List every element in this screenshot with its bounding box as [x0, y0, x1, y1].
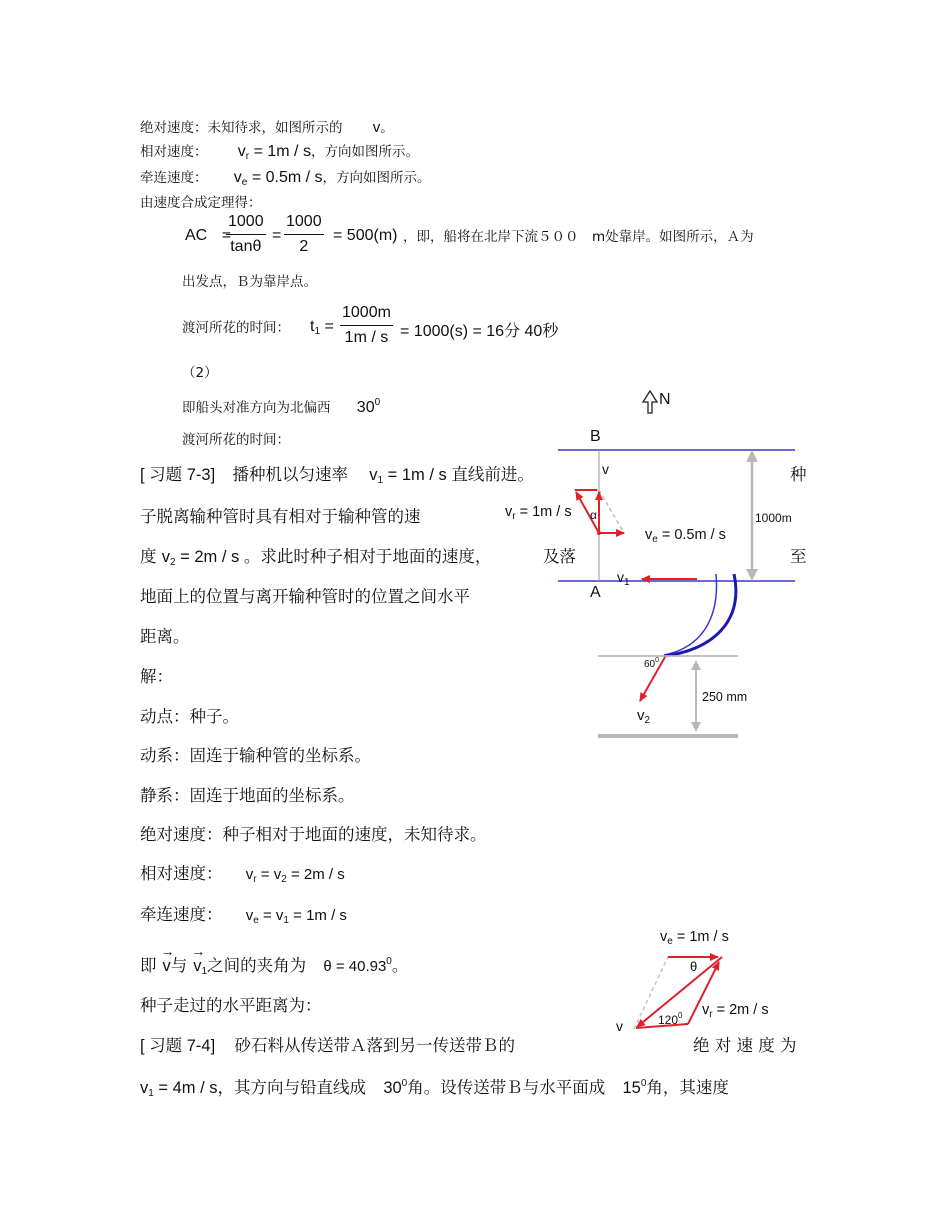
denominator: 2 — [299, 238, 309, 255]
numerator: 1000 — [284, 213, 324, 235]
problem-number: [ 习题 7-4] — [140, 1037, 216, 1055]
problem-7-3-line5: 距离。 — [140, 627, 190, 646]
value: = 1m / s 直线前进。 — [387, 466, 534, 484]
period: 。 — [380, 120, 394, 136]
v-label-fig3: v — [616, 1018, 623, 1034]
angle-30: $30^0$ — [383, 1078, 408, 1097]
value: = 2m / s 。求此时种子相对于地面的速度， — [180, 548, 492, 566]
end: 。 — [391, 956, 409, 975]
denominator: 1m / s — [344, 329, 389, 346]
height-arrow-top — [691, 660, 701, 670]
mid: 与 — [170, 956, 188, 975]
value: = 40.93 — [335, 958, 387, 975]
point-a-label: A — [590, 584, 601, 601]
problem-7-3-jiluo: 及落 — [543, 547, 576, 566]
numerator: 1000m — [340, 304, 393, 326]
angle-15: $15^0$ — [622, 1078, 647, 1097]
pre: 即 — [140, 956, 157, 975]
solution-label: 解： — [140, 667, 173, 686]
formula: $v_e = v_1 = 1m / s$ — [245, 907, 347, 926]
point-b-label: B — [590, 428, 601, 445]
moving-frame: 动系：固连于输种管的坐标系。 — [140, 746, 371, 765]
ve-label: $v_e = 0.5m / s$ — [645, 527, 726, 545]
problem-7-3-line4: 地面上的位置与离开输种管时的位置之间水平 — [140, 587, 470, 606]
text: 度 — [140, 547, 157, 566]
text2: 角，其速度 — [646, 1078, 729, 1097]
v-label: v — [602, 461, 609, 477]
text-start-point: 出发点，Ｂ为靠岸点。 — [182, 274, 317, 290]
eq: = v — [260, 866, 282, 883]
denominator: tanθ — [230, 238, 262, 255]
equals: = — [221, 227, 232, 244]
v: v — [637, 707, 645, 724]
label: 绝对速度：未知待求，如图所示的 — [140, 120, 343, 136]
ac: AC — [185, 227, 208, 244]
formula-v1: $v_1 = 4m / s$，其方向与铅直线成 — [140, 1079, 367, 1099]
eq2: = 2m / s — [290, 866, 345, 883]
ve-label-fig3: $v_e = 1m / s$ — [660, 929, 729, 947]
parallelogram-dashed-2 — [599, 490, 624, 533]
symbol-v: v — [372, 119, 381, 136]
moving-point: 动点：种子。 — [140, 707, 239, 726]
value: = 0.5m / s — [661, 527, 726, 543]
value: 60 — [644, 659, 656, 670]
horizontal-distance: 种子走过的水平距离为： — [140, 996, 322, 1015]
fixed-frame: 静系：固连于地面的坐标系。 — [140, 786, 355, 805]
numerator: 1000 — [226, 213, 266, 235]
degree: 0 — [374, 397, 381, 408]
origin-dot — [597, 531, 601, 535]
value: = 1m / s — [519, 504, 572, 520]
text: 角。设传送带Ｂ与水平面成 — [407, 1078, 606, 1097]
text-time-label: 渡河所花的时间： — [182, 320, 290, 336]
absolute-velocity: 绝对速度：种子相对于地面的速度，未知待求。 — [140, 825, 487, 844]
vr-label-fig3: $v_r = 2m / s$ — [702, 1002, 769, 1020]
v: v — [617, 569, 624, 585]
height-arrow-bottom — [691, 722, 701, 732]
vr-label: $v_r = 1m / s$ — [505, 504, 572, 522]
ac-tail: ，即，船将在北岸下流５００ m处靠岸。如图所示，Ａ为 — [403, 229, 754, 245]
vector-v: → v — [163, 957, 171, 976]
label: 相对速度： — [140, 864, 223, 883]
height-label: 250 mm — [702, 690, 748, 704]
label: 牵连速度： — [140, 905, 223, 924]
problem-7-3-line2: 子脱离输种管时具有相对于输种管的速 — [140, 507, 421, 526]
v2-label: $v_2$ — [637, 707, 651, 726]
formula-ve: $v_e = 0.5m / s$ — [233, 169, 323, 188]
angle-120-label: $120^0$ — [658, 1011, 683, 1027]
tail: ，方向如图所示。 — [310, 144, 419, 160]
label: 牵连速度： — [140, 170, 208, 186]
alpha-label: α — [590, 508, 597, 522]
text-time-label-2: 渡河所花的时间： — [182, 432, 290, 448]
text-part2: （2） — [182, 365, 218, 381]
width-arrow-bottom — [746, 569, 758, 581]
value: = 4m / s，其方向与铅直线成 — [158, 1079, 367, 1097]
text: 播种机以匀速率 — [232, 465, 348, 484]
formula-v2: $v_2 = 2m / s$ 。求此时种子相对于地面的速度， — [161, 548, 492, 568]
width-arrow-top — [746, 450, 758, 462]
ac-result: = 500(m) — [333, 227, 398, 244]
value: 120 — [658, 1013, 679, 1027]
value: = 2m / s — [716, 1002, 769, 1018]
tail: ，方向如图所示。 — [322, 170, 431, 186]
t1-result: = 1000(s) = 16分 40秒 — [400, 323, 559, 340]
formula: $v_r = v_2 = 2m / s$ — [245, 866, 345, 885]
width-label: 1000m — [755, 511, 792, 525]
problem-7-3-zhi: 至 — [790, 547, 807, 566]
label: 即船头对准方向为北偏西 — [182, 400, 331, 416]
tube-curve-outer — [664, 574, 736, 656]
v1-label: $v_1$ — [617, 569, 630, 588]
angle-60-label: $60^0$ — [644, 657, 660, 670]
vector-v1: → $v_1$ — [193, 957, 207, 977]
tube-curve-inner — [664, 574, 717, 655]
post: 之间的夹角为 — [207, 956, 307, 975]
problem-7-4-abs: 绝 对 速 度 为 — [693, 1036, 797, 1055]
v: 30 — [383, 1079, 402, 1097]
problem-number: [ 习题 7-3] — [140, 466, 216, 484]
north-arrow-icon — [643, 391, 657, 413]
value: = 0.5m / s — [251, 169, 323, 186]
v: 15 — [622, 1079, 641, 1097]
t1-label: $t_1$ = — [310, 318, 334, 337]
theta-label: θ — [690, 959, 698, 974]
eq: = v — [262, 907, 284, 924]
eq2: = 1m / s — [293, 907, 347, 924]
formula-v1: $v_1 = 1m / s$ 直线前进。 — [369, 466, 534, 486]
text: 砂石料从传送带Ａ落到另一传送带Ｂ的 — [234, 1036, 515, 1055]
label: 相对速度： — [140, 144, 208, 160]
value: 30 — [356, 399, 375, 416]
north-label: N — [659, 391, 671, 408]
problem-7-3-zhong: 种 — [790, 465, 807, 484]
formula-vr: $v_r = 1m / s$ — [237, 143, 311, 162]
value: = 1m / s — [676, 929, 729, 945]
text-theorem: 由速度合成定理得： — [140, 195, 262, 211]
angle-value: $\theta = 40.93^0$ — [323, 956, 392, 975]
value: = 1m / s — [253, 143, 311, 160]
equals-2: = — [272, 227, 282, 244]
